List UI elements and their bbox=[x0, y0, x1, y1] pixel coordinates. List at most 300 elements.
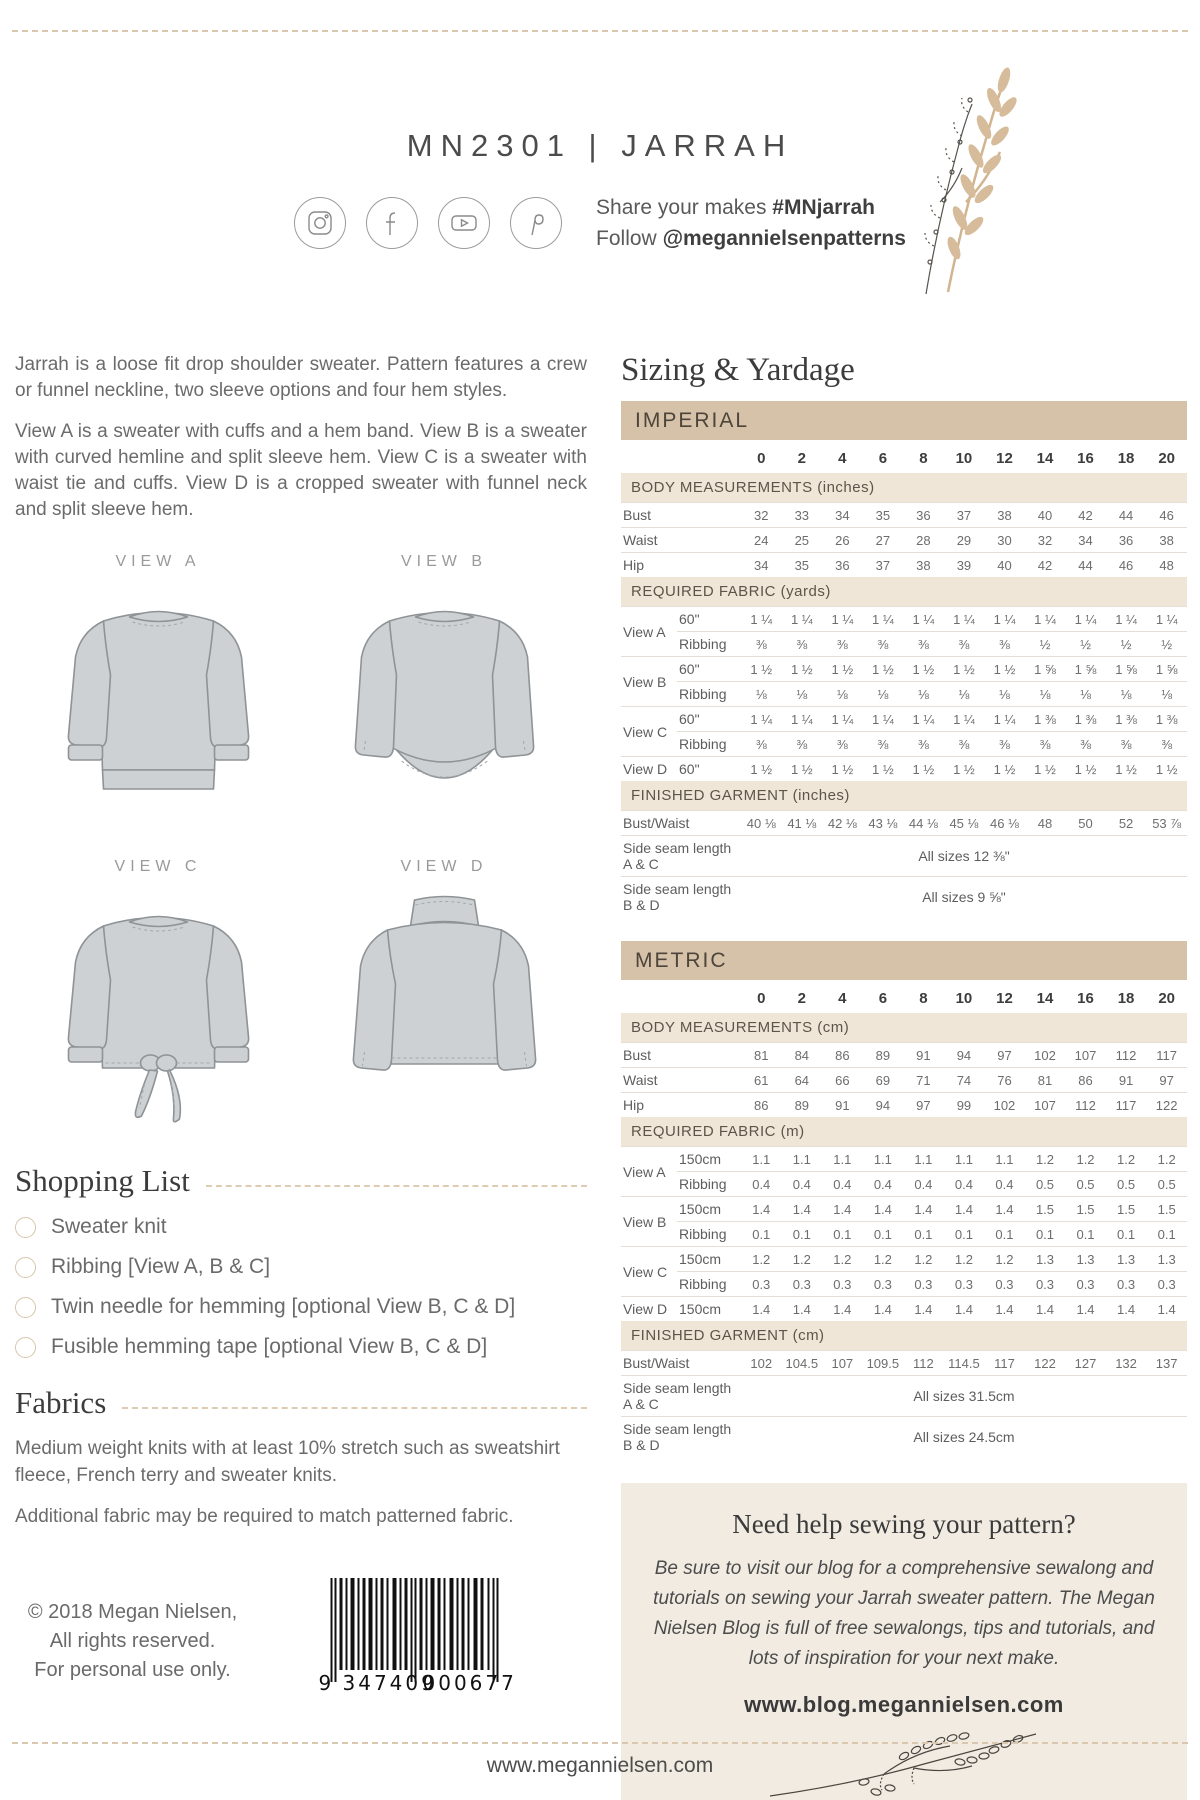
row-label: 60" bbox=[677, 757, 741, 782]
table-row bbox=[621, 607, 1187, 632]
size-value: 114.5 bbox=[944, 1351, 985, 1376]
view-d-sweater-illustration bbox=[327, 882, 562, 1132]
table-row bbox=[621, 1376, 1187, 1417]
size-value: 48 bbox=[1146, 553, 1187, 578]
row-label: 150cm bbox=[677, 1297, 741, 1322]
right-column bbox=[621, 352, 1187, 1800]
size-value: 1 ¼ bbox=[822, 707, 863, 732]
size-value: 1.1 bbox=[782, 1147, 823, 1172]
view-d-label: VIEW D bbox=[400, 858, 488, 875]
view-c-cell bbox=[41, 858, 276, 1137]
section-band-header: FINISHED GARMENT (cm) bbox=[621, 1321, 1187, 1351]
row-label: Bust/Waist bbox=[621, 811, 741, 836]
row-label: Waist bbox=[621, 1068, 741, 1093]
all-sizes-value: All sizes 24.5cm bbox=[741, 1417, 1187, 1458]
all-sizes-value: All sizes 31.5cm bbox=[741, 1376, 1187, 1417]
size-value: 127 bbox=[1065, 1351, 1106, 1376]
imperial-table-host bbox=[621, 442, 1187, 917]
size-value: 1.4 bbox=[903, 1297, 944, 1322]
size-value: ⅜ bbox=[782, 632, 823, 657]
size-value: 39 bbox=[944, 553, 985, 578]
size-value: 1 ⅝ bbox=[1146, 657, 1187, 682]
view-b-label: VIEW B bbox=[400, 553, 487, 570]
shopping-list-header bbox=[15, 1163, 587, 1199]
size-value: 132 bbox=[1106, 1351, 1147, 1376]
size-value: 38 bbox=[1146, 528, 1187, 553]
size-value: 41 ⅛ bbox=[782, 811, 823, 836]
size-value: 0.4 bbox=[741, 1172, 782, 1197]
size-value: 1.3 bbox=[1146, 1247, 1187, 1272]
shopping-list-item bbox=[15, 1335, 587, 1359]
table-row bbox=[621, 682, 1187, 707]
dashed-tail-line bbox=[206, 1185, 587, 1187]
shopping-item-label: Ribbing [View A, B & C] bbox=[51, 1255, 271, 1278]
size-value: 28 bbox=[903, 528, 944, 553]
row-label: 60" bbox=[677, 657, 741, 682]
size-value: 1 ¼ bbox=[903, 607, 944, 632]
size-value: 37 bbox=[863, 553, 904, 578]
copyright-line: For personal use only. bbox=[34, 1659, 231, 1681]
size-value: ⅛ bbox=[1146, 682, 1187, 707]
size-value: 1.4 bbox=[1146, 1297, 1187, 1322]
size-value: 1.2 bbox=[822, 1247, 863, 1272]
size-value: 1 ¼ bbox=[782, 607, 823, 632]
size-value: 25 bbox=[782, 528, 823, 553]
size-value: 1 ⅜ bbox=[1146, 707, 1187, 732]
dashed-tail-line bbox=[122, 1407, 587, 1409]
size-column-header: 4 bbox=[838, 450, 847, 467]
size-value: 0.3 bbox=[741, 1272, 782, 1297]
size-value: 0.3 bbox=[1146, 1272, 1187, 1297]
size-value: 1 ⅜ bbox=[1106, 707, 1147, 732]
size-value: ⅜ bbox=[944, 732, 985, 757]
size-value: 0.4 bbox=[822, 1172, 863, 1197]
size-value: ⅜ bbox=[984, 632, 1025, 657]
footer-website-url[interactable]: www.megannielsen.com bbox=[486, 1754, 714, 1777]
size-value: 0.1 bbox=[944, 1222, 985, 1247]
size-value: 1.4 bbox=[944, 1197, 985, 1222]
size-value: 0.3 bbox=[863, 1272, 904, 1297]
view-a-sweater-illustration bbox=[41, 577, 276, 827]
metric-table-host bbox=[621, 982, 1187, 1457]
table-row bbox=[621, 1222, 1187, 1247]
size-value: 0.1 bbox=[782, 1222, 823, 1247]
row-label: 60" bbox=[677, 607, 741, 632]
table-row bbox=[621, 528, 1187, 553]
size-value: 0.5 bbox=[1146, 1172, 1187, 1197]
size-value: 36 bbox=[1106, 528, 1147, 553]
size-value: ⅛ bbox=[822, 682, 863, 707]
size-value: ⅜ bbox=[1025, 732, 1066, 757]
size-value: ⅜ bbox=[1146, 732, 1187, 757]
size-value: 76 bbox=[984, 1068, 1025, 1093]
size-value: 1.2 bbox=[782, 1247, 823, 1272]
size-value: 52 bbox=[1106, 811, 1147, 836]
size-column-header: 10 bbox=[955, 450, 973, 467]
size-value: 1 ½ bbox=[1146, 757, 1187, 782]
size-value: 38 bbox=[984, 503, 1025, 528]
facebook-icon[interactable] bbox=[366, 197, 418, 249]
size-value: 1 ½ bbox=[944, 757, 985, 782]
size-value: 1 ⅜ bbox=[1025, 707, 1066, 732]
fabrics-header bbox=[15, 1385, 587, 1421]
view-illustrations bbox=[15, 553, 587, 1137]
size-value: 1 ½ bbox=[782, 657, 823, 682]
size-value: 0.1 bbox=[1025, 1222, 1066, 1247]
size-value: 0.1 bbox=[822, 1222, 863, 1247]
size-value: 0.3 bbox=[1106, 1272, 1147, 1297]
bottom-dashed-divider bbox=[12, 1742, 1188, 1744]
view-group-label: View A bbox=[621, 1147, 677, 1197]
follow-prefix: Follow bbox=[596, 227, 663, 250]
size-value: 1 ½ bbox=[863, 657, 904, 682]
size-value: 1 ¼ bbox=[944, 707, 985, 732]
size-column-header: 18 bbox=[1117, 990, 1135, 1007]
follow-handle: @megannielsenpatterns bbox=[662, 227, 906, 250]
size-column-header: 0 bbox=[757, 990, 766, 1007]
size-value: 1.3 bbox=[1025, 1247, 1066, 1272]
size-column-header: 4 bbox=[838, 990, 847, 1007]
size-value: 48 bbox=[1025, 811, 1066, 836]
size-value: 1.2 bbox=[944, 1247, 985, 1272]
size-value: 1 ¼ bbox=[1106, 607, 1147, 632]
size-value: 94 bbox=[863, 1093, 904, 1118]
size-value: 107 bbox=[1025, 1093, 1066, 1118]
youtube-icon[interactable] bbox=[438, 197, 490, 249]
size-value: 0.3 bbox=[822, 1272, 863, 1297]
shopping-list-item bbox=[15, 1295, 587, 1319]
size-column-header: 16 bbox=[1077, 450, 1094, 467]
size-value: 1 ⅝ bbox=[1065, 657, 1106, 682]
size-value: 1.1 bbox=[822, 1147, 863, 1172]
size-column-header: 14 bbox=[1036, 450, 1054, 467]
size-value: 1.4 bbox=[782, 1197, 823, 1222]
size-value: ⅜ bbox=[863, 632, 904, 657]
blog-url[interactable]: www.blog.megannielsen.com bbox=[744, 1692, 1064, 1717]
size-value: 44 bbox=[1106, 503, 1147, 528]
size-value: 112 bbox=[1106, 1043, 1147, 1068]
size-value: 1.2 bbox=[903, 1247, 944, 1272]
size-value: 1.1 bbox=[984, 1147, 1025, 1172]
size-value: 1 ¼ bbox=[984, 707, 1025, 732]
size-value: 91 bbox=[1106, 1068, 1147, 1093]
size-value: 112 bbox=[903, 1351, 944, 1376]
view-b-sweater-illustration bbox=[327, 577, 562, 827]
copyright-text bbox=[15, 1598, 250, 1685]
description-paragraph-1: Jarrah is a loose fit drop shoulder sweater. Pattern features a crew or funnel neckline, two sleeve options and four hem styles. bbox=[15, 354, 587, 401]
size-value: 40 bbox=[1025, 503, 1066, 528]
size-value: 1 ¼ bbox=[1065, 607, 1106, 632]
row-label: Ribbing bbox=[677, 682, 741, 707]
table-row bbox=[621, 877, 1187, 918]
table-row bbox=[621, 1197, 1187, 1222]
size-value: 74 bbox=[944, 1068, 985, 1093]
botanical-sprig-illustration bbox=[896, 52, 1036, 302]
size-value: 43 ⅛ bbox=[863, 811, 904, 836]
size-value: 1.4 bbox=[741, 1197, 782, 1222]
size-value: 46 bbox=[1146, 503, 1187, 528]
size-value: 66 bbox=[822, 1068, 863, 1093]
size-value: 1.5 bbox=[1025, 1197, 1066, 1222]
description-paragraph-2: View A is a sweater with cuffs and a hem band. View B is a sweater with curved hemline and split sleeve hem. View C is a sweater with waist tie and cuffs. View D is a cropped sweater with funnel neck and split sleeve hem. bbox=[15, 421, 587, 520]
row-label: Side seam length B & D bbox=[621, 1417, 741, 1458]
size-value: 0.3 bbox=[1065, 1272, 1106, 1297]
instagram-icon[interactable] bbox=[294, 197, 346, 249]
size-value: 45 ⅛ bbox=[944, 811, 985, 836]
size-value: 40 bbox=[984, 553, 1025, 578]
size-value: 0.3 bbox=[1025, 1272, 1066, 1297]
size-column-header: 2 bbox=[797, 990, 806, 1007]
help-box-title: Need help sewing your pattern? bbox=[732, 1509, 1076, 1539]
size-value: 37 bbox=[944, 503, 985, 528]
size-value: 71 bbox=[903, 1068, 944, 1093]
size-value: 32 bbox=[741, 503, 782, 528]
size-value: ⅜ bbox=[984, 732, 1025, 757]
all-sizes-value: All sizes 9 ⅝" bbox=[741, 877, 1187, 918]
table-row bbox=[621, 657, 1187, 682]
size-column-header: 12 bbox=[996, 990, 1013, 1007]
size-value: 1.2 bbox=[1025, 1147, 1066, 1172]
size-value: 42 ⅛ bbox=[822, 811, 863, 836]
size-column-header: 16 bbox=[1077, 990, 1094, 1007]
view-d-cell bbox=[327, 858, 562, 1137]
size-value: 0.4 bbox=[984, 1172, 1025, 1197]
size-value: 1.5 bbox=[1106, 1197, 1147, 1222]
size-value: 1.4 bbox=[903, 1197, 944, 1222]
size-value: 1 ¼ bbox=[944, 607, 985, 632]
row-label: Ribbing bbox=[677, 632, 741, 657]
size-value: 29 bbox=[944, 528, 985, 553]
size-table bbox=[621, 442, 1187, 917]
size-value: ½ bbox=[1146, 632, 1187, 657]
view-group-label: View D bbox=[621, 1297, 677, 1322]
size-value: 91 bbox=[903, 1043, 944, 1068]
size-value: ⅜ bbox=[822, 732, 863, 757]
size-value: 64 bbox=[782, 1068, 823, 1093]
copyright-and-barcode bbox=[15, 1578, 587, 1705]
size-value: 50 bbox=[1065, 811, 1106, 836]
checkbox-circle bbox=[15, 1257, 36, 1278]
size-value: 102 bbox=[984, 1093, 1025, 1118]
table-row bbox=[621, 707, 1187, 732]
size-value: 0.3 bbox=[984, 1272, 1025, 1297]
table-row bbox=[621, 1417, 1187, 1458]
size-value: 109.5 bbox=[863, 1351, 904, 1376]
size-column-header: 14 bbox=[1036, 990, 1054, 1007]
fabrics-section bbox=[15, 1435, 587, 1530]
row-label: Ribbing bbox=[677, 1172, 741, 1197]
view-group-label: View D bbox=[621, 757, 677, 782]
size-column-header: 6 bbox=[878, 450, 888, 467]
row-label: Ribbing bbox=[677, 732, 741, 757]
section-band-header: BODY MEASUREMENTS (inches) bbox=[621, 473, 1187, 503]
imperial-band: IMPERIAL bbox=[621, 401, 1187, 440]
size-value: 0.3 bbox=[903, 1272, 944, 1297]
size-value: ⅛ bbox=[903, 682, 944, 707]
size-value: 97 bbox=[903, 1093, 944, 1118]
size-value: 1.4 bbox=[863, 1197, 904, 1222]
size-value: 53 ⅞ bbox=[1146, 811, 1187, 836]
size-value: 86 bbox=[741, 1093, 782, 1118]
size-value: 1 ½ bbox=[782, 757, 823, 782]
row-label: Bust/Waist bbox=[621, 1351, 741, 1376]
size-value: 0.1 bbox=[984, 1222, 1025, 1247]
size-value: 0.5 bbox=[1106, 1172, 1147, 1197]
size-value: 1.2 bbox=[863, 1247, 904, 1272]
size-value: 36 bbox=[822, 553, 863, 578]
size-header-row bbox=[621, 442, 1187, 473]
size-value: 117 bbox=[1146, 1043, 1187, 1068]
fabrics-paragraph-1: Medium weight knits with at least 10% stretch such as sweatshirt fleece, French terry and sweater knits. bbox=[15, 1438, 560, 1486]
size-value: ⅜ bbox=[741, 632, 782, 657]
row-label: Bust bbox=[621, 503, 741, 528]
size-value: ⅛ bbox=[863, 682, 904, 707]
size-value: 0.4 bbox=[903, 1172, 944, 1197]
copyright-line: All rights reserved. bbox=[49, 1630, 216, 1652]
size-value: 32 bbox=[1025, 528, 1066, 553]
size-value: 86 bbox=[1065, 1068, 1106, 1093]
help-box-body: Be sure to visit our blog for a comprehensive sewalong and tutorials on sewing your Jarrah sweater pattern. The Megan Nielsen Blog is full of free sewalongs, tips and tutorials, and lots of inspiration for your next make. bbox=[653, 1558, 1155, 1669]
size-value: 0.1 bbox=[1065, 1222, 1106, 1247]
size-value: 35 bbox=[863, 503, 904, 528]
size-value: 122 bbox=[1025, 1351, 1066, 1376]
table-row bbox=[621, 1068, 1187, 1093]
row-label: Ribbing bbox=[677, 1222, 741, 1247]
table-row bbox=[621, 836, 1187, 877]
fabrics-paragraph-2: Additional fabric may be required to match patterned fabric. bbox=[15, 1506, 514, 1527]
size-value: 1.1 bbox=[903, 1147, 944, 1172]
size-value: ⅛ bbox=[741, 682, 782, 707]
size-value: 137 bbox=[1146, 1351, 1187, 1376]
size-column-header: 2 bbox=[797, 450, 806, 467]
size-value: 1.3 bbox=[1106, 1247, 1147, 1272]
size-value: 24 bbox=[741, 528, 782, 553]
size-value: 1 ¼ bbox=[863, 607, 904, 632]
copyright-line: © 2018 Megan Nielsen, bbox=[27, 1601, 238, 1623]
view-c-label: VIEW C bbox=[114, 858, 202, 875]
size-column-header: 12 bbox=[996, 450, 1013, 467]
size-column-header: 6 bbox=[878, 990, 888, 1007]
size-value: 104.5 bbox=[782, 1351, 823, 1376]
table-row bbox=[621, 732, 1187, 757]
checkbox-circle bbox=[15, 1337, 36, 1358]
size-value: 1.4 bbox=[984, 1297, 1025, 1322]
size-value: 1 ¼ bbox=[822, 607, 863, 632]
section-band-header: BODY MEASUREMENTS (cm) bbox=[621, 1013, 1187, 1043]
size-value: 1.1 bbox=[741, 1147, 782, 1172]
pinterest-icon[interactable] bbox=[510, 197, 562, 249]
size-value: 1.2 bbox=[1146, 1147, 1187, 1172]
checkbox-circle bbox=[15, 1217, 36, 1238]
size-value: 91 bbox=[822, 1093, 863, 1118]
size-table bbox=[621, 982, 1187, 1457]
size-value: 112 bbox=[1065, 1093, 1106, 1118]
size-value: 0.1 bbox=[741, 1222, 782, 1247]
size-value: 46 ⅛ bbox=[984, 811, 1025, 836]
view-group-label: View C bbox=[621, 1247, 677, 1297]
size-column-header: 20 bbox=[1158, 450, 1175, 467]
size-value: 44 bbox=[1065, 553, 1106, 578]
size-value: 1 ½ bbox=[984, 657, 1025, 682]
size-value: ⅛ bbox=[782, 682, 823, 707]
share-prefix: Share your makes bbox=[596, 196, 773, 219]
size-value: 1 ¼ bbox=[863, 707, 904, 732]
barcode-digits-group2: 000677 bbox=[422, 1671, 517, 1695]
row-label: Ribbing bbox=[677, 1272, 741, 1297]
section-band-header: FINISHED GARMENT (inches) bbox=[621, 781, 1187, 811]
size-value: 89 bbox=[863, 1043, 904, 1068]
row-label: 150cm bbox=[677, 1247, 741, 1272]
size-value: 117 bbox=[1106, 1093, 1147, 1118]
size-value: 1.4 bbox=[984, 1197, 1025, 1222]
size-value: 1 ½ bbox=[903, 657, 944, 682]
size-value: 1 ½ bbox=[1106, 757, 1147, 782]
size-column-header: 0 bbox=[757, 450, 766, 467]
size-value: ½ bbox=[1025, 632, 1066, 657]
size-value: 0.5 bbox=[1025, 1172, 1066, 1197]
size-value: 1.3 bbox=[1065, 1247, 1106, 1272]
shopping-item-label: Fusible hemming tape [optional View B, C & D] bbox=[51, 1335, 488, 1358]
size-value: 1 ¼ bbox=[984, 607, 1025, 632]
size-value: 1.4 bbox=[1065, 1297, 1106, 1322]
table-row bbox=[621, 503, 1187, 528]
size-value: 1 ½ bbox=[944, 657, 985, 682]
size-value: 44 ⅛ bbox=[903, 811, 944, 836]
view-c-sweater-illustration bbox=[41, 882, 276, 1132]
size-value: 0.1 bbox=[1106, 1222, 1147, 1247]
size-value: 84 bbox=[782, 1043, 823, 1068]
size-value: 69 bbox=[863, 1068, 904, 1093]
size-value: 1.4 bbox=[741, 1297, 782, 1322]
row-label: Side seam length B & D bbox=[621, 877, 741, 918]
size-value: 1 ½ bbox=[903, 757, 944, 782]
shopping-item-label: Sweater knit bbox=[51, 1215, 167, 1238]
size-value: 46 bbox=[1106, 553, 1147, 578]
table-row bbox=[621, 1147, 1187, 1172]
size-value: 1.2 bbox=[1106, 1147, 1147, 1172]
size-value: 1 ½ bbox=[822, 757, 863, 782]
row-label: Side seam length A & C bbox=[621, 836, 741, 877]
share-text bbox=[596, 192, 906, 254]
size-value: 0.3 bbox=[944, 1272, 985, 1297]
size-value: 1 ¼ bbox=[1025, 607, 1066, 632]
size-value: 1.2 bbox=[984, 1247, 1025, 1272]
size-value: 1.2 bbox=[1065, 1147, 1106, 1172]
view-group-label: View B bbox=[621, 657, 677, 707]
size-value: ⅜ bbox=[903, 632, 944, 657]
view-group-label: View B bbox=[621, 1197, 677, 1247]
size-value: 1 ⅝ bbox=[1025, 657, 1066, 682]
table-row bbox=[621, 1093, 1187, 1118]
size-value: 1 ½ bbox=[741, 657, 782, 682]
size-value: 61 bbox=[741, 1068, 782, 1093]
size-value: 81 bbox=[1025, 1068, 1066, 1093]
size-value: 1 ½ bbox=[984, 757, 1025, 782]
size-value: 0.4 bbox=[944, 1172, 985, 1197]
size-value: 1 ½ bbox=[863, 757, 904, 782]
size-value: ⅛ bbox=[1065, 682, 1106, 707]
size-value: ⅛ bbox=[944, 682, 985, 707]
row-label: Side seam length A & C bbox=[621, 1376, 741, 1417]
pattern-description bbox=[15, 352, 587, 523]
size-value: 107 bbox=[822, 1351, 863, 1376]
size-value: 1.1 bbox=[944, 1147, 985, 1172]
size-value: 1 ⅝ bbox=[1106, 657, 1147, 682]
size-value: 1 ½ bbox=[822, 657, 863, 682]
size-value: 1 ¼ bbox=[782, 707, 823, 732]
left-column bbox=[15, 352, 587, 1705]
size-value: 33 bbox=[782, 503, 823, 528]
